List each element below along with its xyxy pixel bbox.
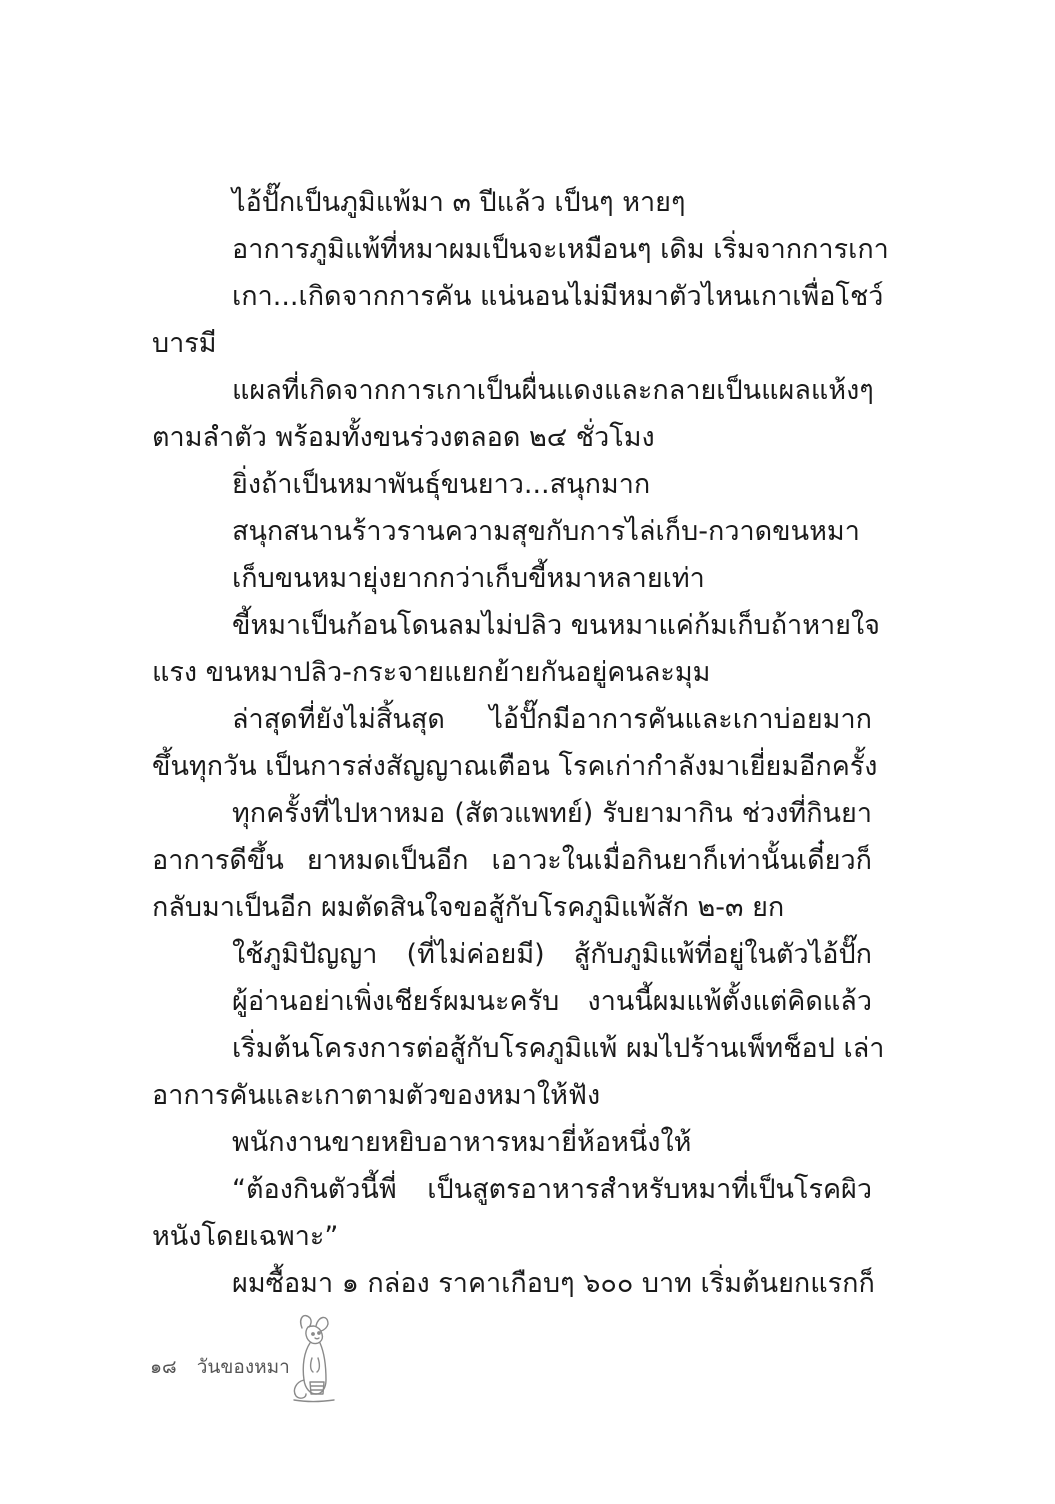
text-line: เก็บขนหมายุ่งยากกว่าเก็บขี้หมาหลายเท่า (232, 563, 705, 594)
text-line: “ต้องกินตัวนี้พี่ เป็นสูตรอาหารสำหรับหมาที่เป็นโรคผิว (232, 1174, 872, 1205)
text-line: ขี้หมาเป็นก้อนโดนลมไม่ปลิว ขนหมาแค่ก้มเก็บถ้าหายใจ (232, 610, 880, 641)
text-line: เกา...เกิดจากการคัน แน่นอนไม่มีหมาตัวไหนเกาเพื่อโชว์ (232, 281, 884, 312)
folio (150, 1352, 290, 1382)
text-line: พนักงานขายหยิบอาหารหมายี่ห้อหนึ่งให้ (232, 1127, 692, 1158)
text-line: ตามลำตัว พร้อมทั้งขนร่วงตลอด ๒๔ ชั่วโมง (152, 422, 655, 453)
text-line: หนังโดยเฉพาะ” (152, 1221, 339, 1252)
text-line: ไอ้ปั๊กเป็นภูมิแพ้มา ๓ ปีแล้ว เป็นๆ หายๆ (232, 187, 686, 218)
text-line: อาการดีขึ้น ยาหมดเป็นอีก เอาวะในเมื่อกินยาก็เท่านั้นเดี๋ยวก็ (152, 845, 872, 876)
text-line: ผมซื้อมา ๑ กล่อง ราคาเกือบๆ ๖๐๐ บาท เริ่มต้นยกแรกก็ (232, 1268, 875, 1299)
text-line: ใช้ภูมิปัญญา (ที่ไม่ค่อยมี) สู้กับภูมิแพ้ที่อยู่ในตัวไอ้ปั๊ก (232, 939, 872, 970)
text-line: อาการภูมิแพ้ที่หมาผมเป็นจะเหมือนๆ เดิม เริ่มจากการเกา (232, 234, 889, 265)
text-line: อาการคันและเกาตามตัวของหมาให้ฟัง (152, 1080, 601, 1111)
text-line: ล่าสุดที่ยังไม่สิ้นสุด ไอ้ปั๊กมีอาการคันและเกาบ่อยมาก (232, 704, 872, 735)
text-line: ผู้อ่านอย่าเพิ่งเชียร์ผมนะครับ งานนี้ผมแพ้ตั้งแต่คิดแล้ว (232, 986, 872, 1017)
page-number: ๑๘ (150, 1356, 177, 1378)
running-title: วันของหมา (196, 1356, 290, 1378)
text-line: ขึ้นทุกวัน เป็นการส่งสัญญาณเตือน โรคเก่ากำลังมาเยี่ยมอีกครั้ง (152, 751, 878, 782)
text-line: สนุกสนานร้าวรานความสุขกับการไล่เก็บ-กวาดขนหมา (232, 516, 860, 547)
text-line: แรง ขนหมาปลิว-กระจายแยกย้ายกันอยู่คนละมุม (152, 657, 711, 688)
text-line: แผลที่เกิดจากการเกาเป็นผื่นแดงและกลายเป็นแผลแห้งๆ (232, 375, 874, 406)
text-line: เริ่มต้นโครงการต่อสู้กับโรคภูมิแพ้ ผมไปร้านเพ็ทช็อป เล่า (232, 1033, 885, 1064)
dog-sketch-icon (280, 1310, 346, 1406)
text-line: ยิ่งถ้าเป็นหมาพันธุ์ขนยาว...สนุกมาก (232, 469, 651, 500)
page-footer (150, 1310, 450, 1406)
text-line: บารมี (152, 328, 217, 359)
text-line: กลับมาเป็นอีก ผมตัดสินใจขอสู้กับโรคภูมิแพ้สัก ๒-๓ ยก (152, 892, 785, 923)
text-line: ทุกครั้งที่ไปหาหมอ (สัตวแพทย์) รับยามากิน ช่วงที่กินยา (232, 798, 872, 829)
